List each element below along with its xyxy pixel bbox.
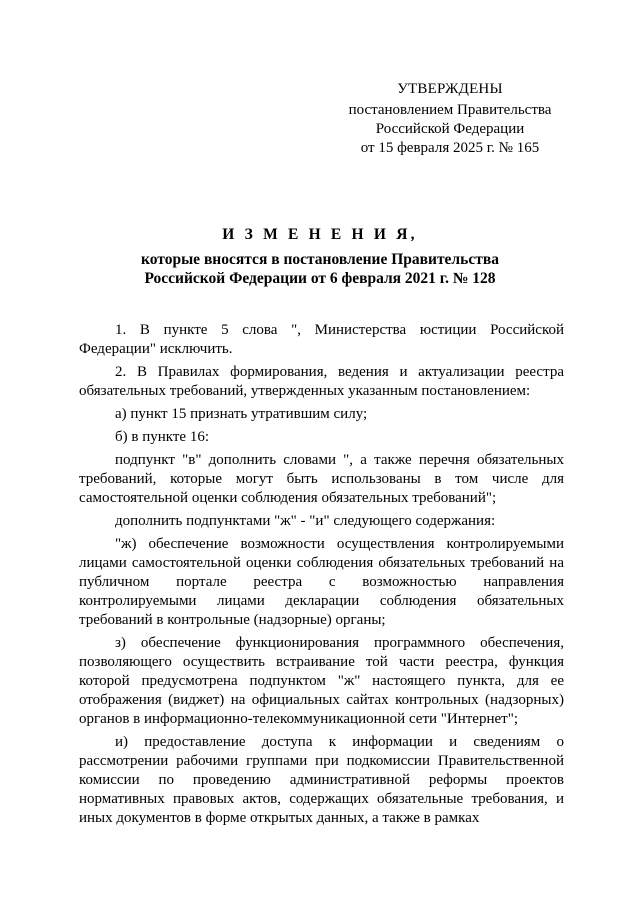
paragraph: а) пункт 15 признать утратившим силу;	[115, 406, 368, 422]
approval-block	[340, 80, 560, 158]
paragraph: 1. В пункте 5 слова ", Министерства юстиции Российской Федерации" исключить.	[79, 322, 564, 357]
paragraph: и) предоставление доступа к информации и сведениям о рассмотрении рабочими группами при подкомиссии Правительственной комиссии по проведению административной реформы проектов нормативных правовых актов, содержащих обязательные требования, и иных документов в форме открытых данных, а также в рамках	[79, 734, 564, 826]
approval-line: постановлением Правительства	[348, 102, 552, 118]
approval-line: Российской Федерации	[375, 121, 525, 137]
document-heading	[0, 226, 640, 288]
approval-date: от 15 февраля 2025 г. № 165	[360, 140, 540, 156]
approval-title: УТВЕРЖДЕНЫ	[397, 81, 503, 97]
paragraph: б) в пункте 16:	[115, 429, 209, 445]
paragraph: подпункт "в" дополнить словами ", а также перечня обязательных требований, которые могут быть использованы в том числе для самостоятельной оценки соблюдения обязательных требований";	[79, 452, 564, 506]
paragraph: дополнить подпунктами "ж" - "и" следующего содержания:	[115, 513, 496, 529]
paragraph: з) обеспечение функционирования программного обеспечения, позволяющего осуществить встраивание той части реестра, функция которой предусмотрена подпунктом "ж" настоящего пункта, для ее отображения (виджет) на официальных сайтах контрольных (надзорных) органов в информационно-телекоммуникационной сети "Интернет";	[79, 635, 564, 727]
document-body	[79, 321, 564, 832]
paragraph: "ж) обеспечение возможности осуществления контролируемыми лицами самостоятельной оценки соблюдения обязательных требований на публичном портале реестра с возможностью направления контролируемыми лицами декларации соблюдения обязательных требований в контрольные (надзорные) органы;	[79, 536, 564, 628]
paragraph: 2. В Правилах формирования, ведения и актуализации реестра обязательных требований, утвержденных указанным постановлением:	[79, 364, 564, 399]
heading-title: И З М Е Н Е Н И Я,	[222, 226, 418, 243]
heading-subtitle: которые вносятся в постановление Правительства	[141, 251, 499, 268]
heading-subtitle: Российской Федерации от 6 февраля 2021 г. № 128	[144, 270, 496, 287]
